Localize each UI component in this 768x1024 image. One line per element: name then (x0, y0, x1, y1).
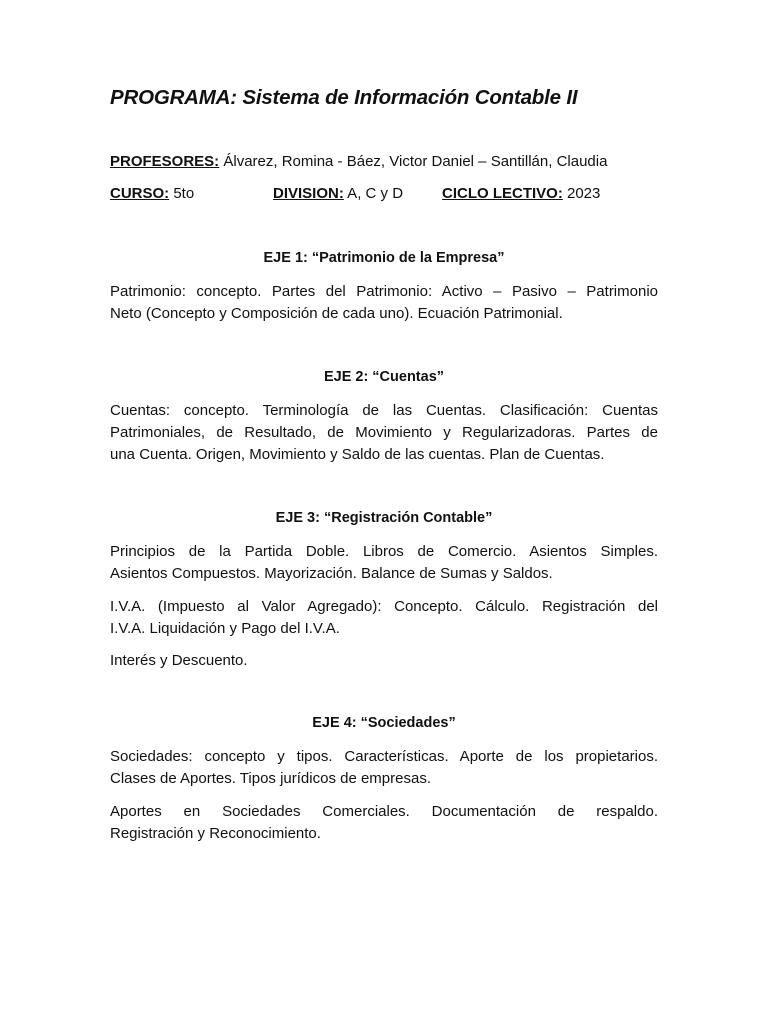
eje-4-paragraph-1 (110, 746, 658, 790)
division-field (273, 185, 403, 202)
curso-value: 5to (169, 185, 195, 202)
text-line: Sociedades: concepto y tipos. Características. Aporte de los propietarios. (110, 748, 658, 765)
profesores-line (110, 153, 607, 170)
curso-line (110, 185, 658, 205)
eje-2-paragraph-1 (110, 400, 658, 466)
curso-field (110, 185, 194, 202)
ciclo-field (442, 185, 600, 202)
eje-3-paragraph-1 (110, 541, 658, 585)
eje-1-title: EJE 1: “Patrimonio de la Empresa” (263, 250, 505, 266)
text-line: Patrimoniales, de Resultado, de Movimiento y Regularizadoras. Partes de (110, 424, 658, 441)
division-label: DIVISION: (273, 185, 344, 202)
text-line: Asientos Compuestos. Mayorización. Balance de Sumas y Saldos. (110, 565, 553, 582)
text-line: Interés y Descuento. (110, 652, 248, 669)
ciclo-label: CICLO LECTIVO: (442, 185, 563, 202)
text-line: Cuentas: concepto. Terminología de las Cuentas. Clasificación: Cuentas (110, 402, 658, 419)
division-value: A, C y D (343, 185, 404, 202)
eje-1-paragraph-1 (110, 281, 658, 325)
text-line: Principios de la Partida Doble. Libros de Comercio. Asientos Simples. (110, 543, 658, 560)
text-line: una Cuenta. Origen, Movimiento y Saldo de las cuentas. Plan de Cuentas. (110, 446, 605, 463)
eje-3-title: EJE 3: “Registración Contable” (275, 510, 493, 526)
text-line: Neto (Concepto y Composición de cada uno). Ecuación Patrimonial. (110, 305, 563, 322)
eje-4-title: EJE 4: “Sociedades” (312, 715, 456, 731)
profesores-value: Álvarez, Romina - Báez, Victor Daniel – Santillán, Claudia (219, 153, 608, 170)
text-line: I.V.A. (Impuesto al Valor Agregado): Concepto. Cálculo. Registración del (110, 598, 658, 615)
eje-4-paragraph-2 (110, 801, 658, 845)
text-line: Clases de Aportes. Tipos jurídicos de empresas. (110, 770, 431, 787)
document-page (110, 0, 658, 1024)
eje-3-paragraph-2 (110, 596, 658, 640)
text-line: Aportes en Sociedades Comerciales. Documentación de respaldo. (110, 803, 658, 820)
eje-3-paragraph-3 (110, 650, 658, 672)
profesores-label: PROFESORES: (110, 153, 220, 170)
ciclo-value: 2023 (562, 185, 601, 202)
text-line: Patrimonio: concepto. Partes del Patrimonio: Activo – Pasivo – Patrimonio (110, 283, 658, 300)
document-title: PROGRAMA: Sistema de Información Contable II (110, 86, 578, 109)
curso-label: CURSO: (110, 185, 170, 202)
text-line: Registración y Reconocimiento. (110, 825, 321, 842)
eje-2-title: EJE 2: “Cuentas” (323, 369, 445, 385)
text-line: I.V.A. Liquidación y Pago del I.V.A. (110, 620, 340, 637)
